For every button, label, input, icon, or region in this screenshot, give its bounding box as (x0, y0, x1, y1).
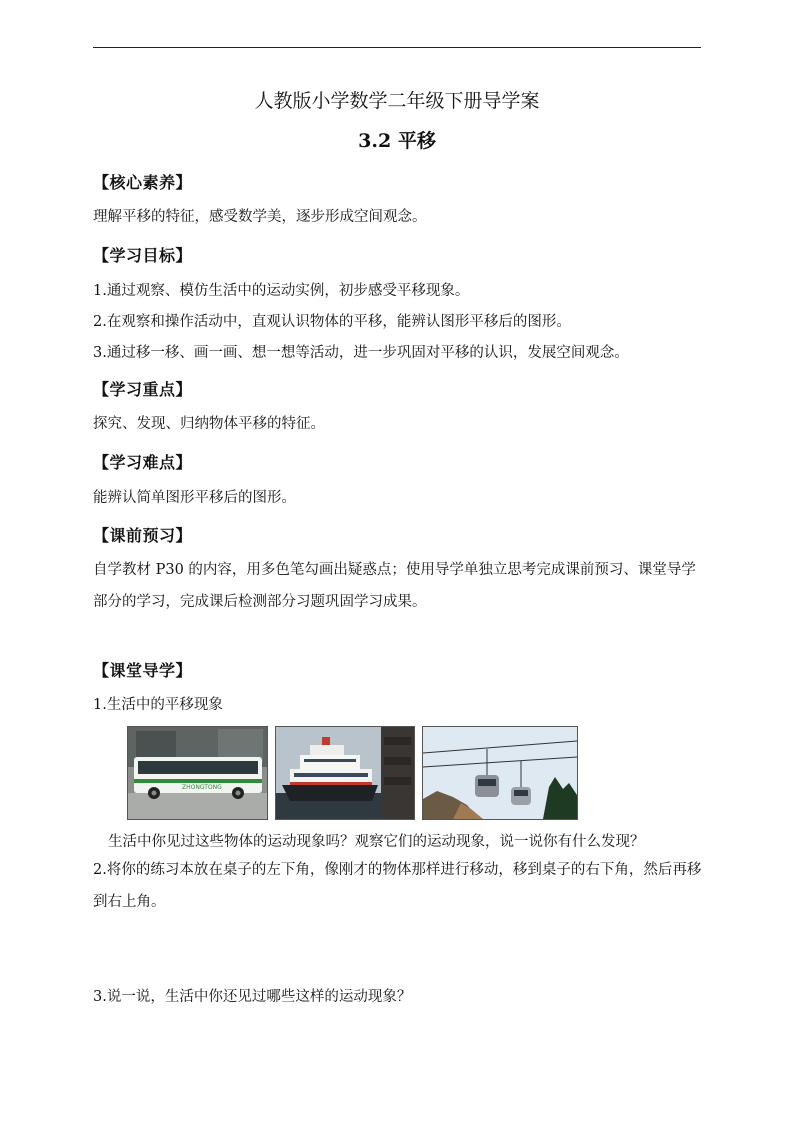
bus-side-text: ZHONGTONG (182, 784, 222, 791)
goal-item-1: 1.通过观察、模仿生活中的运动实例，初步感受平移现象。 (93, 283, 470, 299)
classroom-item-1: 1.生活中的平移现象 (93, 697, 223, 713)
lesson-title: 3.2 平移 (358, 130, 436, 152)
goal-item-3: 3.通过移一移、画一画、想一想等活动，进一步巩固对平移的认识，发展空间观念。 (93, 345, 629, 361)
page-title: 人教版小学数学二年级下册导学案 (254, 90, 540, 112)
core-text: 理解平移的特征，感受数学美，逐步形成空间观念。 (93, 209, 427, 225)
preview-text: 自学教材 P30 的内容，用多色笔勾画出疑惑点；使用导学单独立思考完成课前预习、课堂导学部分的学习，完成课后检测部分习题巩固学习成果。 (93, 562, 696, 610)
heading-classroom: 【课堂导学】 (93, 661, 193, 680)
bus-photo (127, 726, 268, 820)
heading-focus: 【学习重点】 (93, 380, 193, 399)
heading-preview: 【课前预习】 (93, 526, 193, 545)
classroom-item-2: 2.将你的练习本放在桌子的左下角，像刚才的物体那样进行移动，移到桌子的右下角，然后再移到右上角。 (93, 862, 702, 910)
goal-item-2: 2.在观察和操作活动中，直观认识物体的平移，能辨认图形平移后的图形。 (93, 314, 571, 330)
heading-difficulty: 【学习难点】 (93, 453, 193, 472)
header-rule (93, 47, 701, 48)
classroom-item-3: 3.说一说，生活中你还见过哪些这样的运动现象？ (93, 989, 412, 1005)
heading-goals: 【学习目标】 (93, 246, 193, 265)
focus-text: 探究、发现、归纳物体平移的特征。 (93, 416, 325, 432)
difficulty-text: 能辨认简单图形平移后的图形。 (93, 490, 296, 506)
ferry-photo (275, 726, 415, 820)
heading-core: 【核心素养】 (93, 173, 193, 192)
cable-car-photo (422, 726, 578, 820)
classroom-question: 生活中你见过这些物体的运动现象吗？观察它们的运动现象，说一说你有什么发现？ (108, 834, 645, 850)
